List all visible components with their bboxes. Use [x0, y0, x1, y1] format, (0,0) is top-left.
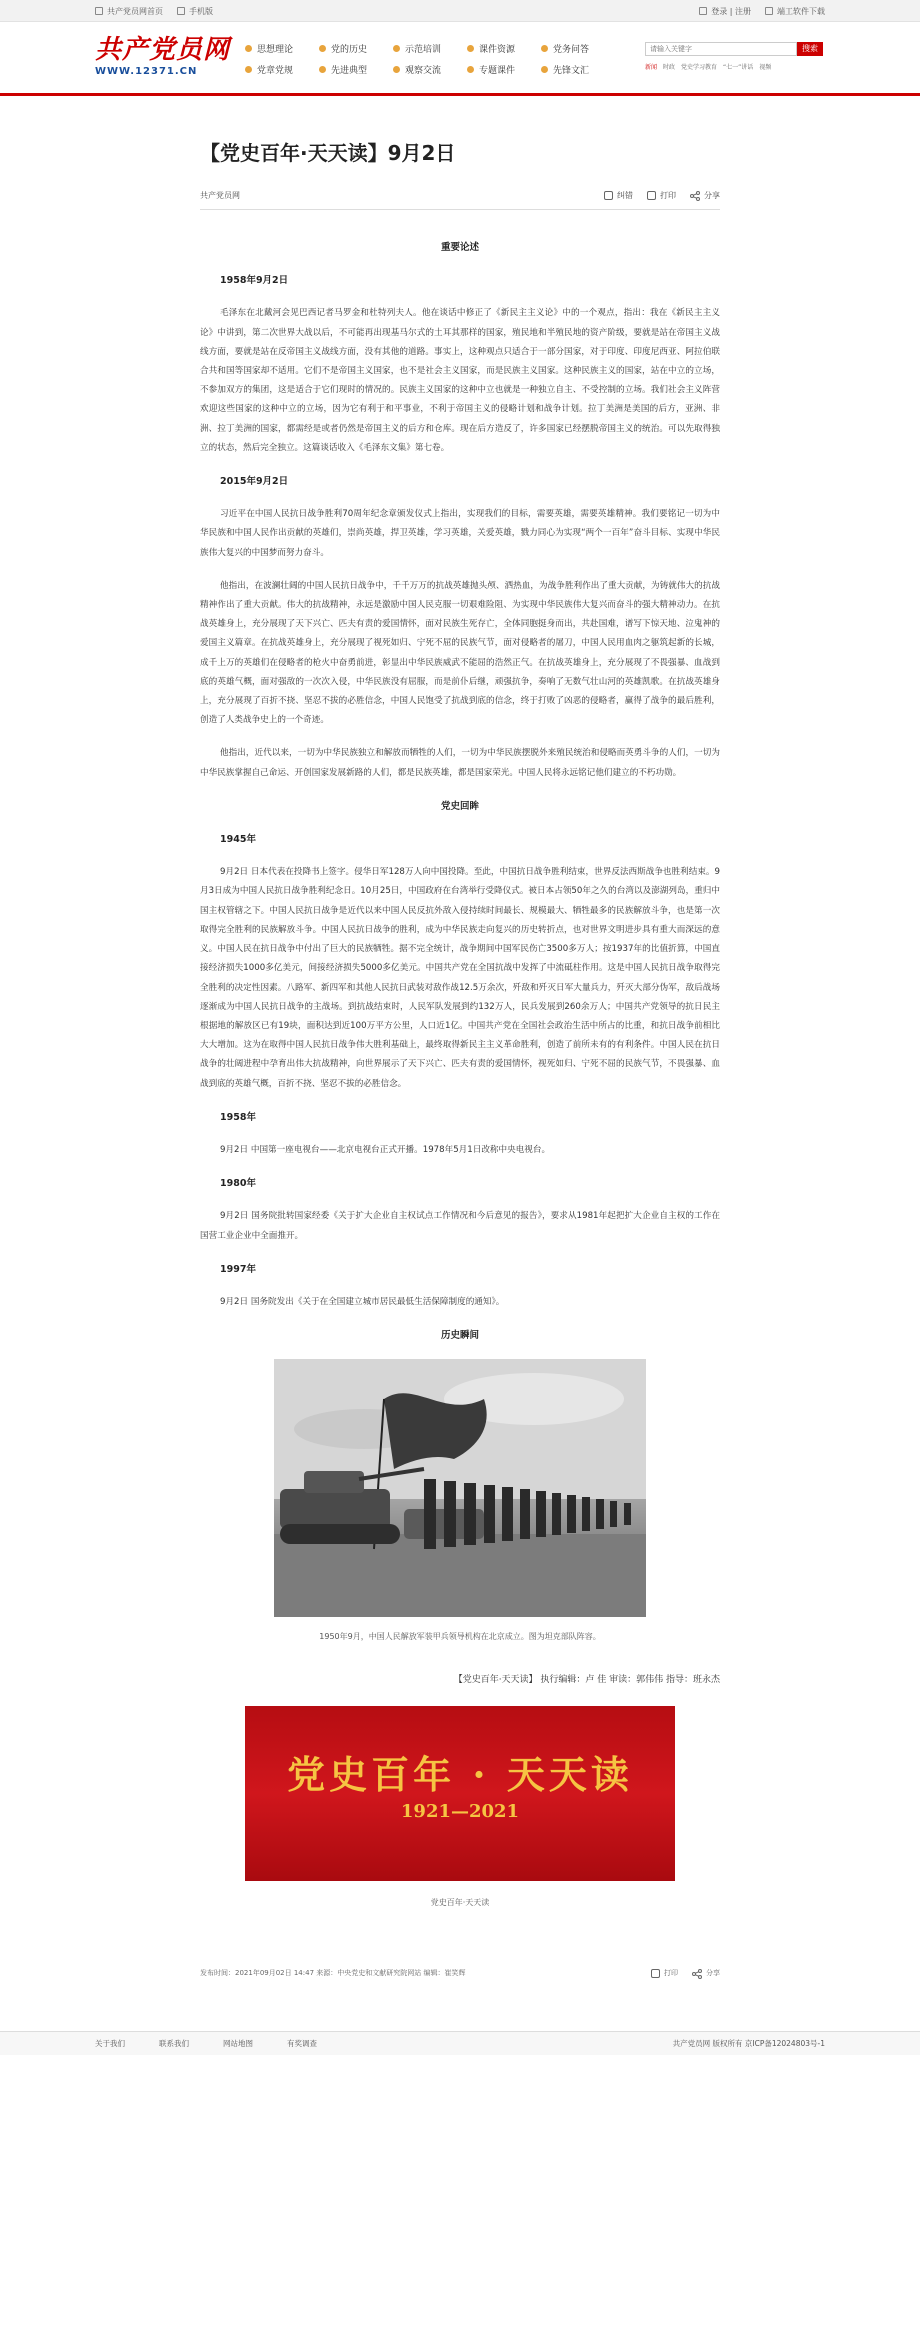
article-source: 共产党员网 [200, 191, 240, 200]
nav-item[interactable]: 课件资源 [467, 42, 541, 55]
hot-link[interactable]: 新闻 [645, 64, 658, 71]
nav-item[interactable]: 党章党规 [245, 63, 319, 76]
date-heading: 2015年9月2日 [220, 476, 289, 488]
paragraph: 9月2日 中国第一座电视台——北京电视台正式开播。1978年5月1日改称中央电视台。 [220, 1144, 551, 1155]
article-title: 【党史百年·天天读】9月2日 [200, 141, 456, 165]
top-bar [0, 0, 920, 22]
client-download-link[interactable]: 端工软件下载 [765, 6, 825, 17]
copyright: 共产党员网 版权所有 京ICP备12024803号-1 [672, 2039, 825, 2049]
article-body [200, 238, 720, 1993]
nav-item[interactable]: 专题课件 [467, 63, 541, 76]
paragraph: 习近平在中国人民抗日战争胜利70周年纪念章颁发仪式上指出，实现我们的目标，需要英雄，需要英雄精神。我们要铭记一切为中华民族和中国人民作出贡献的英雄们，崇尚英雄，捍卫英雄，学习英雄，关爱英雄，戮力同心为实现“两个一百年”奋斗目标、实现中华民族伟大复兴的中国梦而努力奋斗。 [200, 509, 720, 558]
year-heading: 1997年 [220, 1263, 256, 1275]
home-link[interactable]: 共产党员网首页 [95, 6, 163, 17]
bullet-icon [541, 66, 548, 73]
share-icon [690, 191, 700, 201]
bullet-icon [319, 45, 326, 52]
site-logo[interactable] [95, 36, 235, 77]
bullet-icon [245, 66, 252, 73]
banner-title: 党史百年 · 天天读 [287, 1752, 633, 1798]
home-icon [95, 7, 103, 15]
editor-credits: 【党史百年·天天读】 执行编辑：卢 佳 审读：郭伟伟 指导：班永杰 [453, 1674, 720, 1685]
paragraph: 9月2日 日本代表在投降书上签字。侵华日军128万人向中国投降。至此，中国抗日战争胜利结束，世界反法西斯战争也胜利结束。9月3日成为中国人民抗日战争胜利纪念日。10月25日，中国政府在台湾举行受降仪式。被日本占领50年之久的台湾以及澎湖列岛，重归中国主权管辖之下。中国人民抗日战争是近代以来中国人民反抗外敌入侵持续时间最长、规模最大、牺牲最多的民族解放斗争，也是第一次取得完全胜利的民族解放斗争。中国人民抗日战争的胜利，成为中华民族走向复兴的历史转折点，也对世界文明进步具有重大而深远的意义。中国人民在抗日战争中付出了巨大的民族牺牲。据不完全统计，战争期间中国军民伤亡3500多万人；按1937年的比值折算，中国直接经济损失1000多亿美元，间接经济损失5000多亿美元。中国共产党在全国抗战中发挥了中流砥柱作用。这是中国人民抗日战争取得完全胜利的决定性因素。八路军、新四军和其他人民抗日武装对敌作战12.5万余次，歼敌和歼灭日军大量兵力，歼灭大部分伪军，敌后战场逐渐成为中国人民抗日战争的主战场。到抗战结束时，人民军队发展到约132万人，民兵发展到260余万人；中国共产党领导的抗日民主根据地的解放区已有19块，面积达到近100万平方公里，人口近1亿。中国共产党在全国社会政治生活中所占的比重，和抗日战争前相比大大增加。这为在取得中国人民抗日战争伟大胜利基础上，最终取得新民主主义革命胜利，创造了前所未有的有利条件。中国人民在抗日战争的壮阔进程中孕育出伟大抗战精神，向世界展示了天下兴亡、匹夫有责的爱国情怀，视死如归、宁死不屈的民族气节，不畏强暴、血战到底的英雄气概，百折不挠、坚忍不拔的必胜信念。 [200, 867, 720, 1089]
hot-link[interactable]: 视频 [759, 64, 772, 71]
user-icon [699, 7, 707, 15]
hot-links [645, 62, 825, 71]
search-button[interactable]: 搜索 [797, 42, 823, 56]
paragraph: 9月2日 国务院批转国家经委《关于扩大企业自主权试点工作情况和今后意见的报告》，要求从1981年起把扩大企业自主权的工作在国营工业企业中全面推开。 [200, 1211, 720, 1241]
footer-link[interactable]: 关于我们 [95, 2039, 125, 2049]
site-header [0, 22, 920, 96]
hot-link[interactable]: 党史学习教育 [681, 64, 718, 71]
phone-icon [177, 7, 185, 15]
nav-item[interactable]: 党务问答 [541, 42, 615, 55]
paragraph: 毛泽东在北戴河会见巴西记者马罗金和杜特列夫人。他在谈话中修正了《新民主主义论》中的一个观点，指出：我在《新民主主义论》中讲到，第二次世界大战以后，不可能再出现基马尔式的土耳其那样的国家，殖民地和半殖民地的资产阶级，要就是站在帝国主义战线方面，要就是站在反帝国主义战线方面，没有其他的道路。事实上，这种观点只适合于一部分国家，对于印度、印度尼西亚、阿拉伯联合共和国等国家却不适用。它们不是帝国主义国家，也不是社会主义国家，而是民族主义国家。这种民族主义的国家，站在中立的立场，不参加双方的集团，这是适合于它们现时的情况的。民族主义国家的这种中立也就是一种独立自主、不受控制的立场。我们社会主义阵营欢迎这些国家的这种中立的立场，因为它有利于和平事业，不利于帝国主义的侵略计划和战争计划。拉丁美洲是美国的后方，亚洲、非洲、拉丁美洲的国家，都需经是或者仍然是帝国主义的后方和仓库。现在后方造反了，许多国家已经摆脱帝国主义的统治。可以先取得独立的状态，然后完全独立。这篇谈话收入《毛泽东文集》第七卷。 [200, 308, 720, 453]
download-icon [765, 7, 773, 15]
banner-years: 1921—2021 [400, 1801, 520, 1823]
main-nav [245, 42, 615, 76]
section-title: 党史回眸 [440, 800, 479, 812]
paragraph: 他指出，在波澜壮阔的中国人民抗日战争中，千千万万的抗战英雄抛头颅、洒热血，为战争胜利作出了重大贡献，为铸就伟大的抗战精神作出了重大贡献。伟大的抗战精神，永远是激励中国人民克服一切艰难险阻、为实现中华民族伟大复兴而奋斗的强大精神动力。在抗战英雄身上，充分展现了天下兴亡、匹夫有责的爱国情怀，面对民族生死存亡，全体同胞挺身而出，共赴国难，谱写下惊天地、泣鬼神的爱国主义篇章。在抗战英雄身上，充分展现了视死如归、宁死不屈的民族气节，面对侵略者的屠刀，中国人民用血肉之躯筑起新的长城，成千上万的英雄们在侵略者的枪火中奋勇前进，彰显出中华民族威武不能屈的浩然正气。在抗战英雄身上，充分展现了不畏强暴、血战到底的英雄气概，面对强敌的一次次入侵，中华民族没有屈服，而是前仆后继，顽强抗争，奏响了无数气壮山河的英雄凯歌。在抗战英雄身上，充分展现了百折不挠、坚忍不拔的必胜信念，中国人民饱受了抗战到底的信念，终于打败了凶恶的侵略者，赢得了战争的最后胜利，创造了人类战争史上的一个奇迹。 [200, 580, 720, 726]
search-area [645, 42, 825, 71]
section-title: 历史瞬间 [440, 1330, 479, 1342]
share-button[interactable]: 分享 [690, 190, 720, 201]
series-banner [245, 1706, 675, 1881]
historical-photo [274, 1359, 646, 1617]
hot-link[interactable]: “七一”讲话 [723, 64, 754, 71]
nav-item[interactable]: 先锋文汇 [541, 63, 615, 76]
image-caption: 1950年9月，中国人民解放军装甲兵领导机构在北京成立。图为坦克部队阵容。 [319, 1632, 601, 1642]
edit-icon [604, 191, 613, 200]
footer-link[interactable]: 联系我们 [159, 2039, 189, 2049]
footer-link[interactable]: 有奖调查 [287, 2039, 317, 2049]
year-heading: 1958年 [220, 1111, 256, 1123]
footer-link[interactable]: 网站地图 [223, 2039, 253, 2049]
date-heading: 1958年9月2日 [220, 275, 289, 287]
bullet-icon [541, 45, 548, 52]
section-title: 重要论述 [440, 242, 479, 253]
year-heading: 1980年 [220, 1178, 256, 1190]
nav-item[interactable]: 党的历史 [319, 42, 393, 55]
paragraph: 他指出，近代以来，一切为中华民族独立和解放而牺牲的人们，一切为中华民族摆脱外来殖民统治和侵略而英勇斗争的人们，一切为中华民族掌握自己命运、开创国家发展新路的人们，都是民族英雄，都是国家荣光。中国人民将永远铭记他们建立的不朽功勋。 [200, 748, 720, 778]
article-meta [200, 190, 720, 210]
publish-meta [200, 1964, 720, 1993]
year-heading: 1945年 [220, 834, 256, 846]
search-input[interactable] [645, 42, 797, 56]
bullet-icon [245, 45, 252, 52]
print-button[interactable]: 打印 [647, 190, 676, 201]
share-icon [692, 1969, 702, 1979]
share-button-bottom[interactable]: 分享 [692, 1964, 720, 1983]
print-button-bottom[interactable]: 打印 [651, 1964, 678, 1983]
bullet-icon [393, 45, 400, 52]
tank-parade-illustration [274, 1359, 646, 1617]
correct-button[interactable]: 纠错 [604, 190, 633, 201]
article [200, 96, 720, 1993]
publish-info: 发布时间：2021年09月02日 14:47 来源：中央党史和文献研究院网站 编辑：崔笑辉 [200, 1968, 466, 1977]
banner-caption: 党史百年·天天读 [430, 1897, 490, 1907]
printer-icon [651, 1969, 660, 1978]
bullet-icon [467, 45, 474, 52]
nav-item[interactable]: 先进典型 [319, 63, 393, 76]
site-footer [0, 2031, 920, 2055]
login-link[interactable]: 登录 | 注册 [699, 6, 751, 17]
hot-link[interactable]: 时政 [663, 64, 676, 71]
logo-text: 共产党员网 [95, 35, 231, 65]
bullet-icon [467, 66, 474, 73]
nav-item[interactable]: 观察交流 [393, 63, 467, 76]
bullet-icon [319, 66, 326, 73]
nav-item[interactable]: 示范培训 [393, 42, 467, 55]
mobile-link[interactable]: 手机版 [177, 6, 213, 17]
logo-url: WWW.12371.CN [95, 66, 198, 77]
printer-icon [647, 191, 656, 200]
bullet-icon [393, 66, 400, 73]
paragraph: 9月2日 国务院发出《关于在全国建立城市居民最低生活保障制度的通知》。 [220, 1296, 505, 1307]
nav-item[interactable]: 思想理论 [245, 42, 319, 55]
